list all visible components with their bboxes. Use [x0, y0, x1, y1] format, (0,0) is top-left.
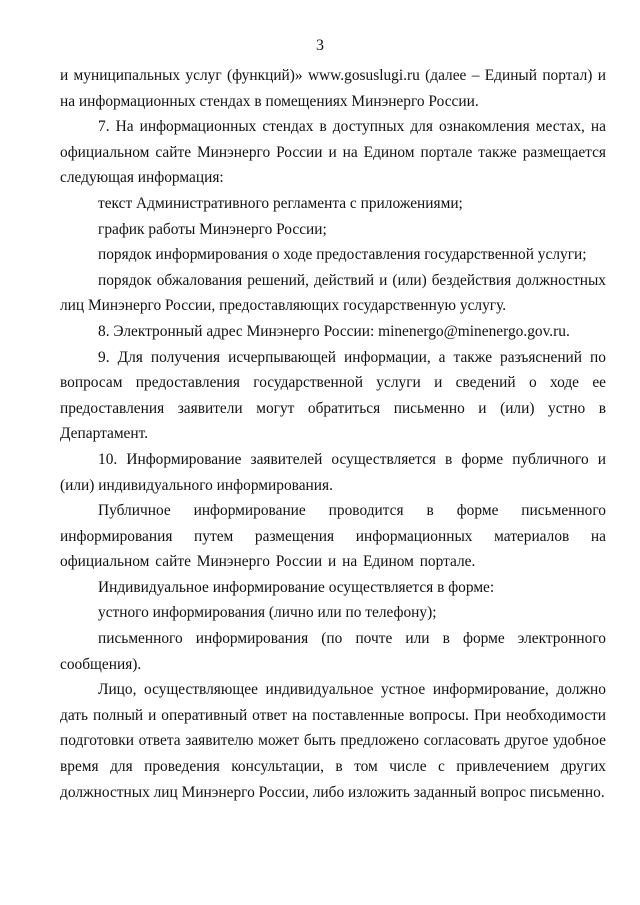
paragraph-item-10: 10. Информирование заявителей осуществляется в форме публичного и (или) индивидуального информирования. — [60, 450, 606, 494]
paragraph-item-7: 7. На информационных стендах в доступных для ознакомления местах, на официальном сайте Минэнерго России и на Едином портале также размещается следующая информация: — [60, 118, 606, 187]
paragraph-appeal-procedure: порядок обжалования решений, действий и (или) бездействия должностных лиц Минэнерго России, предоставляющих государственную услугу. — [60, 271, 606, 315]
paragraph-public-informing: Публичное информирование проводится в форме письменного информирования путем размещения информационных материалов на официальном сайте Минэнерго России и на Едином портале. — [60, 502, 606, 571]
paragraph-item-8: 8. Электронный адрес Минэнерго России: minenergo@minenergo.gov.ru. — [98, 322, 570, 340]
paragraph-portal-continuation: и муниципальных услуг (функций)» www.gosuslugi.ru (далее – Единый портал) и на информационных стендах в помещениях Минэнерго России. — [60, 67, 606, 110]
paragraph-responsible-person: Лицо, осуществляющее индивидуальное устное информирование, должно дать полный и оперативный ответ на поставленные вопросы. При необходимости подготовки ответа заявителю может быть предложено согласовать другое удобное время для проведения консультации, в том числе с привлечением других должностных лиц Минэнерго России, либо изложить заданный вопрос письменно. — [60, 681, 606, 801]
document-body — [60, 63, 606, 805]
paragraph-informing-procedure: порядок информирования о ходе предоставления государственной услуги; — [98, 246, 587, 264]
page-number: 3 — [316, 37, 324, 54]
paragraph-regulation-text: текст Административного регламента с приложениями; — [98, 194, 463, 212]
paragraph-oral-informing: устного информирования (лично или по телефону); — [98, 604, 437, 622]
paragraph-item-9: 9. Для получения исчерпывающей информации, а также разъяснений по вопросам предоставления государственной услуги и сведений о ходе ее предоставления заявители могут обратиться письменно и (или) устно в Департамент. — [60, 348, 606, 443]
paragraph-written-informing: письменного информирования (по почте или в форме электронного сообщения). — [60, 630, 606, 673]
paragraph-work-schedule: график работы Минэнерго России; — [98, 220, 327, 238]
paragraph-individual-informing: Индивидуальное информирование осуществляется в форме: — [98, 578, 495, 596]
